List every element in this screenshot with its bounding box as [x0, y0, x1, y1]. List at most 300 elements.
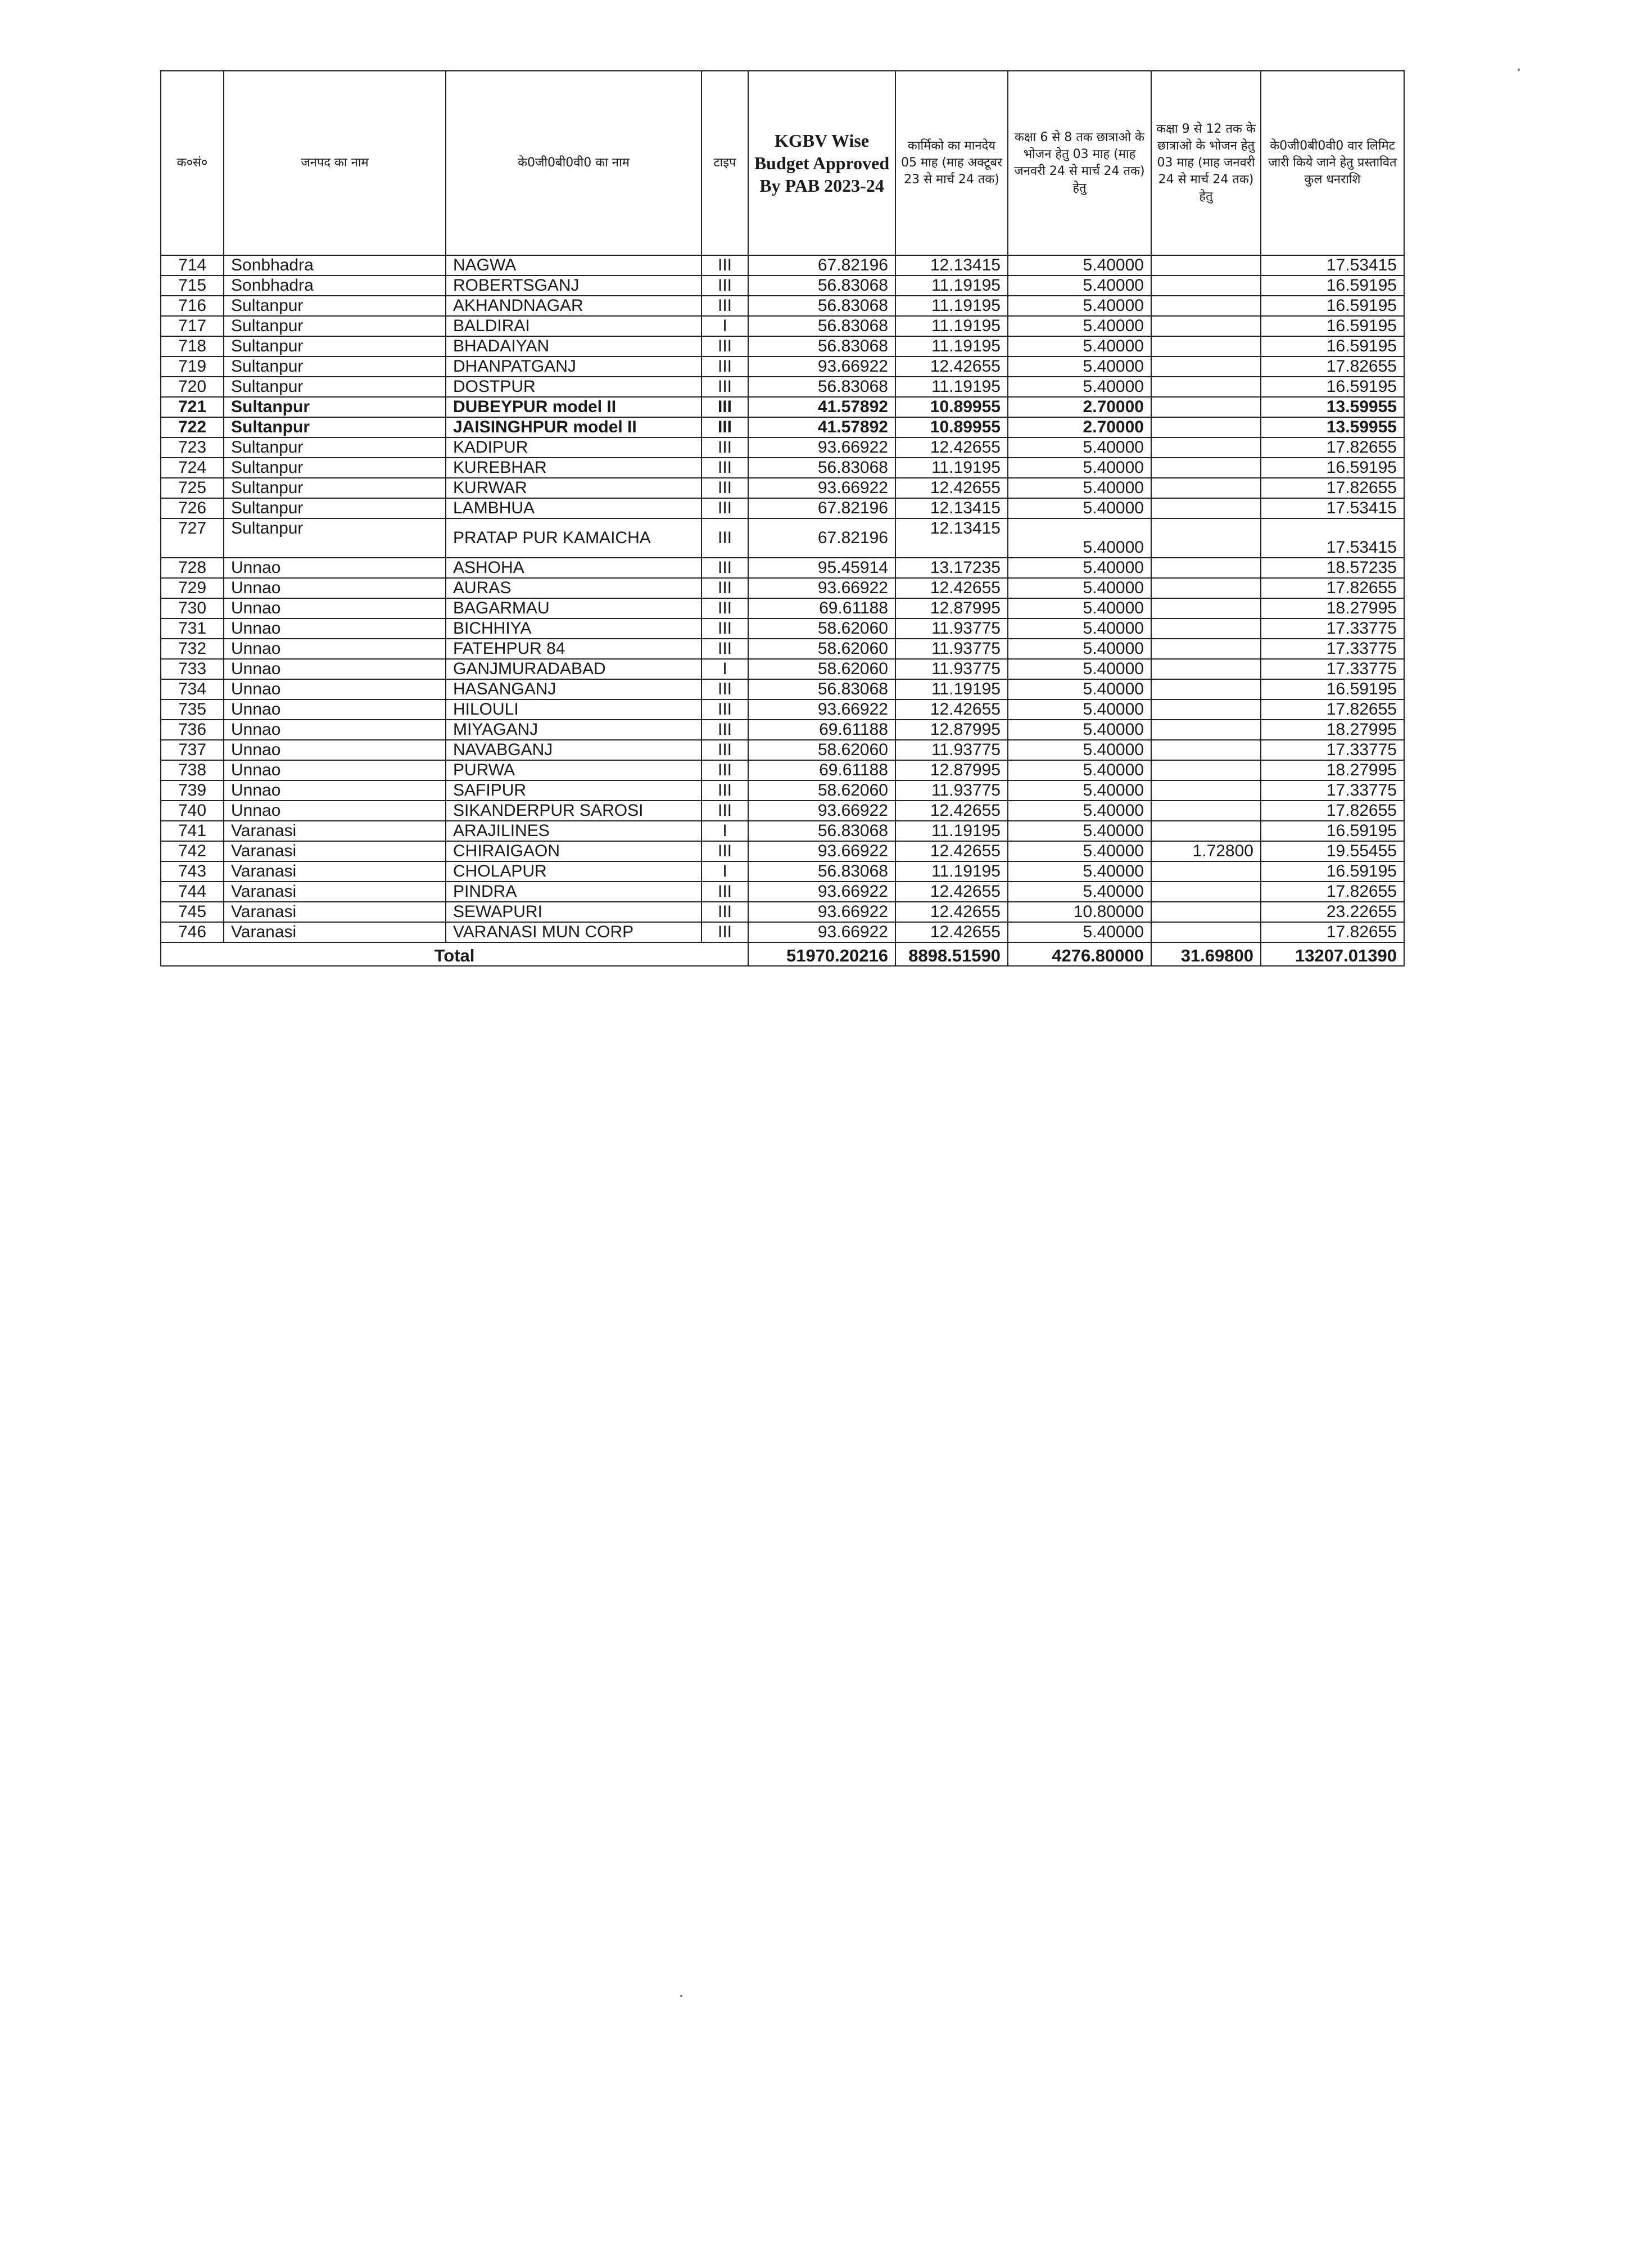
cell-budget: 58.62060 — [748, 780, 895, 801]
cell-total: 17.53415 — [1261, 498, 1404, 518]
cell-kgbv-name: BHADAIYAN — [446, 336, 701, 356]
cell-meal-9-12 — [1151, 558, 1261, 578]
cell-kgbv-name: SEWAPURI — [446, 902, 701, 922]
cell-type: III — [701, 336, 748, 356]
cell-sno: 733 — [161, 659, 224, 679]
cell-honorarium: 12.42655 — [895, 437, 1008, 458]
cell-meal-9-12: 1.72800 — [1151, 841, 1261, 861]
cell-type: III — [701, 478, 748, 498]
cell-kgbv-name: GANJMURADABAD — [446, 659, 701, 679]
cell-honorarium: 12.42655 — [895, 902, 1008, 922]
total-limit: 13207.01390 — [1261, 942, 1404, 966]
cell-budget: 56.83068 — [748, 458, 895, 478]
cell-sno: 717 — [161, 316, 224, 336]
cell-type: III — [701, 578, 748, 598]
cell-budget: 95.45914 — [748, 558, 895, 578]
cell-sno: 731 — [161, 618, 224, 639]
cell-budget: 69.61188 — [748, 760, 895, 780]
cell-total: 16.59195 — [1261, 296, 1404, 316]
cell-kgbv-name: BALDIRAI — [446, 316, 701, 336]
cell-meal-9-12 — [1151, 276, 1261, 296]
cell-total: 16.59195 — [1261, 377, 1404, 397]
cell-meal-6-8: 2.70000 — [1008, 397, 1151, 417]
cell-total: 17.53415 — [1261, 255, 1404, 276]
cell-budget: 56.83068 — [748, 336, 895, 356]
cell-sno: 736 — [161, 720, 224, 740]
cell-district: Unnao — [224, 679, 446, 699]
cell-honorarium: 12.42655 — [895, 699, 1008, 720]
cell-sno: 735 — [161, 699, 224, 720]
cell-meal-6-8: 5.40000 — [1008, 861, 1151, 882]
cell-total: 16.59195 — [1261, 821, 1404, 841]
cell-kgbv-name: ASHOHA — [446, 558, 701, 578]
cell-kgbv-name: PURWA — [446, 760, 701, 780]
cell-type: III — [701, 922, 748, 942]
cell-honorarium: 11.19195 — [895, 861, 1008, 882]
cell-honorarium: 13.17235 — [895, 558, 1008, 578]
col-header-honorarium: कार्मिको का मानदेय 05 माह (माह अक्टूबर 23 से मार्च 24 तक) — [895, 71, 1008, 255]
cell-budget: 93.66922 — [748, 882, 895, 902]
cell-district: Sultanpur — [224, 296, 446, 316]
cell-meal-9-12 — [1151, 659, 1261, 679]
cell-total: 17.82655 — [1261, 882, 1404, 902]
cell-kgbv-name: BICHHIYA — [446, 618, 701, 639]
cell-district: Unnao — [224, 780, 446, 801]
table-row — [161, 902, 1404, 922]
cell-district: Sultanpur — [224, 417, 446, 437]
scan-speck — [1518, 69, 1520, 71]
cell-budget: 56.83068 — [748, 821, 895, 841]
cell-honorarium: 11.19195 — [895, 296, 1008, 316]
cell-meal-9-12 — [1151, 377, 1261, 397]
cell-type: III — [701, 377, 748, 397]
cell-meal-9-12 — [1151, 760, 1261, 780]
cell-type: III — [701, 639, 748, 659]
cell-total: 16.59195 — [1261, 861, 1404, 882]
table-row — [161, 478, 1404, 498]
cell-meal-9-12 — [1151, 882, 1261, 902]
cell-honorarium: 11.19195 — [895, 336, 1008, 356]
cell-district: Unnao — [224, 558, 446, 578]
cell-district: Sultanpur — [224, 377, 446, 397]
cell-district: Sultanpur — [224, 518, 446, 558]
col-header-total-limit: के0जी0बी0वी0 वार लिमिट जारी किये जाने हेतु प्रस्तावित कुल धनराशि — [1261, 71, 1404, 255]
table-row — [161, 578, 1404, 598]
cell-district: Sonbhadra — [224, 255, 446, 276]
cell-sno: 722 — [161, 417, 224, 437]
cell-district: Unnao — [224, 578, 446, 598]
cell-total: 18.27995 — [1261, 720, 1404, 740]
cell-honorarium: 11.19195 — [895, 458, 1008, 478]
cell-budget: 56.83068 — [748, 861, 895, 882]
cell-sno: 737 — [161, 740, 224, 760]
cell-kgbv-name: AURAS — [446, 578, 701, 598]
cell-meal-6-8: 2.70000 — [1008, 417, 1151, 437]
cell-sno: 730 — [161, 598, 224, 618]
cell-total: 16.59195 — [1261, 336, 1404, 356]
cell-meal-6-8: 5.40000 — [1008, 518, 1151, 558]
cell-honorarium: 12.87995 — [895, 760, 1008, 780]
cell-sno: 740 — [161, 801, 224, 821]
cell-meal-6-8: 5.40000 — [1008, 922, 1151, 942]
table-body — [161, 255, 1404, 942]
cell-total: 13.59955 — [1261, 417, 1404, 437]
cell-district: Varanasi — [224, 922, 446, 942]
cell-type: III — [701, 618, 748, 639]
cell-kgbv-name: KADIPUR — [446, 437, 701, 458]
table-row — [161, 276, 1404, 296]
total-budget: 51970.20216 — [748, 942, 895, 966]
cell-kgbv-name: LAMBHUA — [446, 498, 701, 518]
cell-meal-9-12 — [1151, 458, 1261, 478]
table-row — [161, 558, 1404, 578]
col-header-meal-9-12: कक्षा 9 से 12 तक के छात्राओ के भोजन हेतु 03 माह (माह जनवरी 24 से मार्च 24 तक) हेतु — [1151, 71, 1261, 255]
cell-budget: 58.62060 — [748, 659, 895, 679]
cell-type: III — [701, 458, 748, 478]
cell-meal-9-12 — [1151, 518, 1261, 558]
cell-honorarium: 12.42655 — [895, 478, 1008, 498]
cell-honorarium: 11.93775 — [895, 639, 1008, 659]
cell-type: III — [701, 801, 748, 821]
cell-type: III — [701, 902, 748, 922]
cell-district: Varanasi — [224, 821, 446, 841]
cell-budget: 93.66922 — [748, 902, 895, 922]
cell-meal-6-8: 5.40000 — [1008, 498, 1151, 518]
table-row — [161, 639, 1404, 659]
cell-total: 23.22655 — [1261, 902, 1404, 922]
table-row — [161, 356, 1404, 377]
cell-meal-9-12 — [1151, 478, 1261, 498]
cell-meal-9-12 — [1151, 618, 1261, 639]
cell-kgbv-name: DOSTPUR — [446, 377, 701, 397]
cell-total: 17.33775 — [1261, 639, 1404, 659]
cell-meal-9-12 — [1151, 639, 1261, 659]
cell-sno: 714 — [161, 255, 224, 276]
cell-kgbv-name: CHIRAIGAON — [446, 841, 701, 861]
cell-total: 18.27995 — [1261, 760, 1404, 780]
cell-type: III — [701, 296, 748, 316]
total-meal-9-12: 31.69800 — [1151, 942, 1261, 966]
cell-district: Unnao — [224, 659, 446, 679]
cell-sno: 746 — [161, 922, 224, 942]
cell-district: Unnao — [224, 699, 446, 720]
table-row — [161, 841, 1404, 861]
cell-meal-9-12 — [1151, 356, 1261, 377]
cell-budget: 93.66922 — [748, 801, 895, 821]
cell-honorarium: 12.13415 — [895, 498, 1008, 518]
cell-kgbv-name: AKHANDNAGAR — [446, 296, 701, 316]
cell-budget: 41.57892 — [748, 417, 895, 437]
cell-meal-6-8: 5.40000 — [1008, 437, 1151, 458]
cell-type: III — [701, 437, 748, 458]
cell-sno: 726 — [161, 498, 224, 518]
cell-meal-6-8: 5.40000 — [1008, 356, 1151, 377]
cell-meal-6-8: 5.40000 — [1008, 659, 1151, 679]
cell-district: Sultanpur — [224, 316, 446, 336]
cell-budget: 58.62060 — [748, 740, 895, 760]
cell-sno: 728 — [161, 558, 224, 578]
cell-meal-6-8: 5.40000 — [1008, 255, 1151, 276]
cell-honorarium: 11.19195 — [895, 377, 1008, 397]
cell-kgbv-name: FATEHPUR 84 — [446, 639, 701, 659]
table-row — [161, 598, 1404, 618]
table-row — [161, 659, 1404, 679]
cell-meal-9-12 — [1151, 316, 1261, 336]
cell-honorarium: 11.19195 — [895, 316, 1008, 336]
cell-meal-9-12 — [1151, 821, 1261, 841]
cell-budget: 67.82196 — [748, 518, 895, 558]
cell-meal-6-8: 5.40000 — [1008, 316, 1151, 336]
table-row — [161, 336, 1404, 356]
cell-kgbv-name: NAGWA — [446, 255, 701, 276]
table-row — [161, 699, 1404, 720]
cell-sno: 725 — [161, 478, 224, 498]
cell-kgbv-name: PRATAP PUR KAMAICHA — [446, 518, 701, 558]
cell-type: III — [701, 699, 748, 720]
col-header-budget: KGBV Wise Budget Approved By PAB 2023-24 — [748, 71, 895, 255]
cell-sno: 724 — [161, 458, 224, 478]
cell-sno: 729 — [161, 578, 224, 598]
cell-meal-9-12 — [1151, 679, 1261, 699]
cell-kgbv-name: MIYAGANJ — [446, 720, 701, 740]
cell-district: Varanasi — [224, 902, 446, 922]
cell-budget: 69.61188 — [748, 598, 895, 618]
cell-total: 18.57235 — [1261, 558, 1404, 578]
cell-total: 17.82655 — [1261, 922, 1404, 942]
cell-meal-9-12 — [1151, 720, 1261, 740]
cell-honorarium: 10.89955 — [895, 397, 1008, 417]
cell-meal-9-12 — [1151, 578, 1261, 598]
cell-honorarium: 11.93775 — [895, 740, 1008, 760]
cell-sno: 718 — [161, 336, 224, 356]
cell-kgbv-name: JAISINGHPUR model II — [446, 417, 701, 437]
cell-total: 19.55455 — [1261, 841, 1404, 861]
cell-kgbv-name: HASANGANJ — [446, 679, 701, 699]
cell-total: 16.59195 — [1261, 316, 1404, 336]
cell-meal-9-12 — [1151, 801, 1261, 821]
kgbv-budget-table — [160, 70, 1405, 967]
cell-type: I — [701, 316, 748, 336]
cell-district: Unnao — [224, 740, 446, 760]
cell-sno: 723 — [161, 437, 224, 458]
cell-meal-6-8: 5.40000 — [1008, 478, 1151, 498]
cell-district: Unnao — [224, 760, 446, 780]
cell-type: III — [701, 780, 748, 801]
cell-meal-6-8: 5.40000 — [1008, 821, 1151, 841]
cell-meal-6-8: 5.40000 — [1008, 679, 1151, 699]
cell-type: III — [701, 841, 748, 861]
cell-meal-6-8: 5.40000 — [1008, 558, 1151, 578]
cell-budget: 58.62060 — [748, 639, 895, 659]
table-row — [161, 618, 1404, 639]
cell-district: Unnao — [224, 598, 446, 618]
cell-district: Unnao — [224, 801, 446, 821]
cell-sno: 727 — [161, 518, 224, 558]
cell-kgbv-name: HILOULI — [446, 699, 701, 720]
cell-meal-6-8: 5.40000 — [1008, 801, 1151, 821]
cell-total: 18.27995 — [1261, 598, 1404, 618]
cell-meal-6-8: 5.40000 — [1008, 841, 1151, 861]
cell-type: III — [701, 397, 748, 417]
col-header-meal-6-8: कक्षा 6 से 8 तक छात्राओ के भोजन हेतु 03 माह (माह जनवरी 24 से मार्च 24 तक) हेतु — [1008, 71, 1151, 255]
table-row — [161, 780, 1404, 801]
cell-budget: 56.83068 — [748, 316, 895, 336]
cell-sno: 719 — [161, 356, 224, 377]
cell-total: 17.53415 — [1261, 518, 1404, 558]
cell-type: III — [701, 498, 748, 518]
cell-kgbv-name: KUREBHAR — [446, 458, 701, 478]
cell-honorarium: 12.42655 — [895, 882, 1008, 902]
header-row — [161, 71, 1404, 255]
cell-meal-9-12 — [1151, 922, 1261, 942]
cell-honorarium: 12.42655 — [895, 801, 1008, 821]
cell-sno: 742 — [161, 841, 224, 861]
total-row — [161, 942, 1404, 966]
cell-honorarium: 11.93775 — [895, 618, 1008, 639]
table-row — [161, 255, 1404, 276]
cell-budget: 69.61188 — [748, 720, 895, 740]
cell-total: 17.33775 — [1261, 618, 1404, 639]
col-header-district: जनपद का नाम — [224, 71, 446, 255]
cell-honorarium: 12.87995 — [895, 720, 1008, 740]
cell-budget: 56.83068 — [748, 377, 895, 397]
table-row — [161, 498, 1404, 518]
cell-kgbv-name: ARAJILINES — [446, 821, 701, 841]
cell-meal-6-8: 5.40000 — [1008, 618, 1151, 639]
table-row — [161, 377, 1404, 397]
cell-budget: 93.66922 — [748, 478, 895, 498]
cell-meal-9-12 — [1151, 336, 1261, 356]
cell-meal-6-8: 5.40000 — [1008, 598, 1151, 618]
cell-type: III — [701, 882, 748, 902]
cell-meal-6-8: 5.40000 — [1008, 639, 1151, 659]
cell-budget: 93.66922 — [748, 437, 895, 458]
table-row — [161, 296, 1404, 316]
cell-total: 17.33775 — [1261, 740, 1404, 760]
table-row — [161, 861, 1404, 882]
cell-type: III — [701, 518, 748, 558]
cell-sno: 721 — [161, 397, 224, 417]
cell-honorarium: 11.93775 — [895, 780, 1008, 801]
table-row — [161, 458, 1404, 478]
cell-district: Unnao — [224, 618, 446, 639]
cell-honorarium: 12.13415 — [895, 518, 1008, 558]
cell-type: I — [701, 821, 748, 841]
cell-meal-6-8: 5.40000 — [1008, 276, 1151, 296]
cell-sno: 732 — [161, 639, 224, 659]
cell-type: I — [701, 659, 748, 679]
cell-budget: 56.83068 — [748, 276, 895, 296]
cell-district: Varanasi — [224, 882, 446, 902]
cell-sno: 715 — [161, 276, 224, 296]
cell-type: III — [701, 760, 748, 780]
cell-meal-9-12 — [1151, 417, 1261, 437]
cell-honorarium: 12.42655 — [895, 841, 1008, 861]
cell-district: Sultanpur — [224, 498, 446, 518]
cell-honorarium: 11.19195 — [895, 821, 1008, 841]
cell-meal-6-8: 5.40000 — [1008, 377, 1151, 397]
cell-total: 16.59195 — [1261, 276, 1404, 296]
cell-district: Sonbhadra — [224, 276, 446, 296]
cell-meal-9-12 — [1151, 780, 1261, 801]
cell-budget: 93.66922 — [748, 922, 895, 942]
cell-total: 17.82655 — [1261, 478, 1404, 498]
cell-district: Sultanpur — [224, 437, 446, 458]
cell-sno: 741 — [161, 821, 224, 841]
cell-total: 17.82655 — [1261, 578, 1404, 598]
cell-sno: 720 — [161, 377, 224, 397]
cell-kgbv-name: ROBERTSGANJ — [446, 276, 701, 296]
cell-meal-9-12 — [1151, 296, 1261, 316]
cell-budget: 58.62060 — [748, 618, 895, 639]
cell-honorarium: 10.89955 — [895, 417, 1008, 437]
cell-meal-6-8: 10.80000 — [1008, 902, 1151, 922]
cell-kgbv-name: KURWAR — [446, 478, 701, 498]
col-header-sno: क०सं० — [161, 71, 224, 255]
cell-total: 17.82655 — [1261, 356, 1404, 377]
cell-meal-6-8: 5.40000 — [1008, 336, 1151, 356]
cell-district: Sultanpur — [224, 397, 446, 417]
table-row — [161, 397, 1404, 417]
cell-meal-6-8: 5.40000 — [1008, 458, 1151, 478]
table-row — [161, 417, 1404, 437]
cell-meal-6-8: 5.40000 — [1008, 720, 1151, 740]
cell-meal-9-12 — [1151, 397, 1261, 417]
cell-budget: 56.83068 — [748, 296, 895, 316]
cell-district: Unnao — [224, 639, 446, 659]
table-row — [161, 316, 1404, 336]
cell-district: Sultanpur — [224, 336, 446, 356]
cell-total: 16.59195 — [1261, 679, 1404, 699]
cell-meal-9-12 — [1151, 699, 1261, 720]
cell-type: III — [701, 356, 748, 377]
cell-honorarium: 12.42655 — [895, 356, 1008, 377]
table-row — [161, 720, 1404, 740]
cell-honorarium: 12.87995 — [895, 598, 1008, 618]
cell-kgbv-name: SIKANDERPUR SAROSI — [446, 801, 701, 821]
cell-budget: 93.66922 — [748, 356, 895, 377]
cell-district: Sultanpur — [224, 478, 446, 498]
cell-total: 16.59195 — [1261, 458, 1404, 478]
total-label: Total — [161, 942, 748, 966]
col-header-type: टाइप — [701, 71, 748, 255]
cell-meal-6-8: 5.40000 — [1008, 882, 1151, 902]
table-row — [161, 821, 1404, 841]
cell-sno: 744 — [161, 882, 224, 902]
cell-honorarium: 11.19195 — [895, 276, 1008, 296]
cell-sno: 743 — [161, 861, 224, 882]
cell-honorarium: 12.42655 — [895, 922, 1008, 942]
cell-kgbv-name: PINDRA — [446, 882, 701, 902]
table-row — [161, 740, 1404, 760]
cell-meal-6-8: 5.40000 — [1008, 780, 1151, 801]
cell-kgbv-name: SAFIPUR — [446, 780, 701, 801]
cell-meal-9-12 — [1151, 498, 1261, 518]
cell-meal-9-12 — [1151, 861, 1261, 882]
cell-type: III — [701, 255, 748, 276]
cell-total: 17.82655 — [1261, 437, 1404, 458]
cell-total: 17.33775 — [1261, 780, 1404, 801]
cell-sno: 734 — [161, 679, 224, 699]
cell-district: Sultanpur — [224, 458, 446, 478]
total-honorarium: 8898.51590 — [895, 942, 1008, 966]
cell-sno: 738 — [161, 760, 224, 780]
cell-kgbv-name: DUBEYPUR model II — [446, 397, 701, 417]
cell-meal-9-12 — [1151, 437, 1261, 458]
cell-type: III — [701, 679, 748, 699]
cell-kgbv-name: DHANPATGANJ — [446, 356, 701, 377]
cell-budget: 67.82196 — [748, 255, 895, 276]
